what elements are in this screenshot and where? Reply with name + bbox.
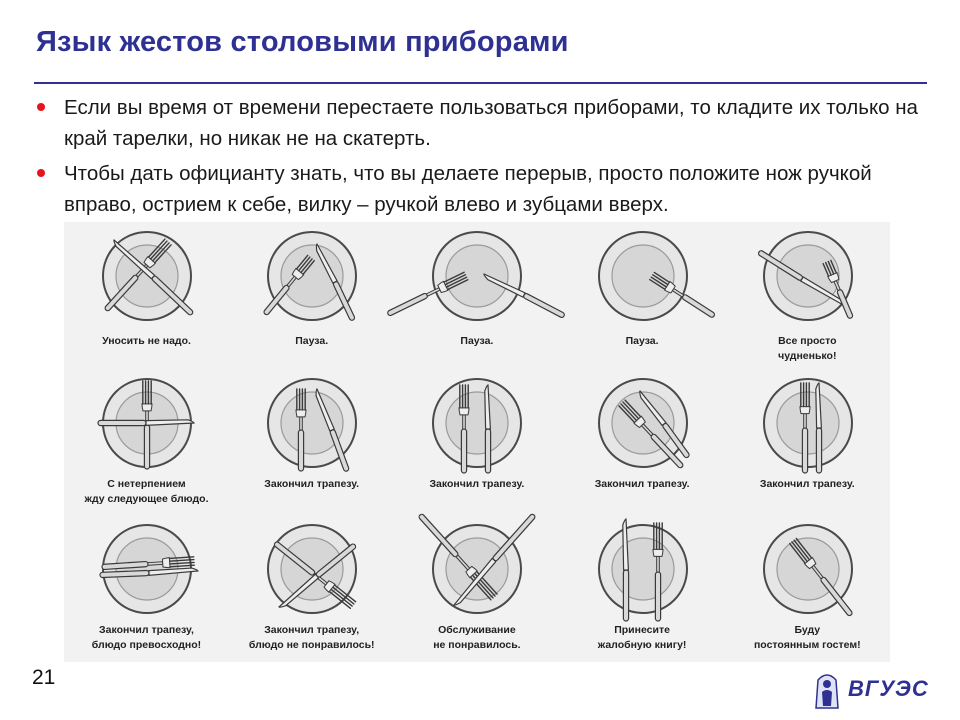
cutlery-diagram-11 [64, 515, 229, 662]
slide-title: Язык жестов столовыми приборами [36, 26, 569, 58]
caption-line: Закончил трапезу. [759, 477, 855, 490]
plate-icon [590, 375, 696, 471]
caption-line: Закончил трапезу. [264, 477, 360, 490]
diagram-caption [725, 623, 890, 653]
caption-line: С нетерпением [107, 477, 186, 490]
plate-icon [755, 521, 861, 617]
caption-line: блюдо превосходно! [91, 639, 202, 652]
diagram-caption [394, 623, 559, 653]
cutlery-diagram-13 [394, 515, 559, 662]
caption-line: Буду [794, 624, 821, 637]
diagram-caption [64, 334, 229, 349]
caption-line: жду следующее блюдо. [84, 492, 209, 505]
plate-icon [590, 228, 696, 324]
plate-icon [259, 228, 365, 324]
slide-number: 21 [32, 666, 56, 689]
caption-line: Принесите [614, 624, 670, 637]
bullet-item-2 [34, 158, 934, 220]
diagram-caption [560, 477, 725, 492]
cutlery-diagram-4 [560, 222, 725, 369]
caption-line: Закончил трапезу. [594, 477, 690, 490]
plate-icon [259, 521, 365, 617]
diagram-caption [725, 477, 890, 492]
plate-icon [424, 521, 530, 617]
caption-line: Закончил трапезу, [99, 624, 194, 637]
bullet-list [34, 92, 934, 224]
caption-line: блюдо не понравилось! [248, 639, 375, 652]
caption-line: Обслуживание [438, 624, 516, 637]
bullet-marker-icon [37, 169, 45, 177]
cutlery-diagram-3 [394, 222, 559, 369]
caption-line: Пауза. [295, 335, 329, 347]
plate-icon [424, 375, 530, 471]
cutlery-diagram-8 [394, 369, 559, 516]
cutlery-diagram-1 [64, 222, 229, 369]
caption-line: постоянным гостем! [753, 639, 861, 652]
cutlery-diagram-grid [64, 222, 890, 662]
diagram-caption [394, 477, 559, 492]
cutlery-diagram-14 [560, 515, 725, 662]
cutlery-diagram-2 [229, 222, 394, 369]
university-logo [812, 668, 932, 712]
diagram-caption [560, 623, 725, 653]
diagram-caption [725, 334, 890, 364]
title-divider [34, 82, 927, 84]
plate-icon [94, 375, 200, 471]
caption-line: Закончил трапезу. [429, 477, 525, 490]
caption-line: Пауза. [460, 335, 494, 347]
cutlery-diagram-12 [229, 515, 394, 662]
cutlery-diagram-9 [560, 369, 725, 516]
caption-line: жалобную книгу! [597, 639, 687, 652]
cutlery-diagram-10 [725, 369, 890, 516]
diagram-caption [394, 334, 559, 349]
bullet-marker-icon [37, 103, 45, 111]
caption-line: Закончил трапезу, [264, 624, 360, 637]
diagram-caption [229, 334, 394, 349]
diagram-caption [229, 623, 394, 653]
plate-icon [94, 228, 200, 324]
plate-icon [755, 375, 861, 471]
plate-icon [424, 228, 530, 324]
caption-line: Пауза. [625, 335, 659, 347]
caption-line: чудненько! [778, 350, 837, 362]
cutlery-diagram-7 [229, 369, 394, 516]
logo-text: ВГУЭС [848, 676, 929, 701]
plate-icon [590, 521, 696, 617]
diagram-caption [64, 477, 229, 507]
diagram-caption [64, 623, 229, 653]
diagram-caption [229, 477, 394, 492]
plate-icon [259, 375, 365, 471]
bullet-item-1 [34, 92, 934, 154]
bullet-text: Чтобы дать официанту знать, что вы делаете перерыв, просто положите нож ручкой вправо, острием к себе, вилку – ручкой влево и зубцами вверх. [64, 162, 872, 216]
cutlery-diagram-15 [725, 515, 890, 662]
diagram-caption [560, 334, 725, 349]
cutlery-diagram-5 [725, 222, 890, 369]
cutlery-diagram-6 [64, 369, 229, 516]
caption-line: Уносить не надо. [102, 335, 191, 347]
cutlery-diagram-panel [64, 222, 890, 662]
logo-emblem-icon [812, 668, 842, 712]
caption-line: не понравилось. [433, 639, 521, 652]
plate-icon [94, 521, 200, 617]
plate-icon [755, 228, 861, 324]
bullet-text: Если вы время от времени перестаете пользоваться приборами, то кладите их только на край тарелки, но никак не на скатерть. [64, 96, 918, 150]
caption-line: Все просто [778, 335, 837, 347]
